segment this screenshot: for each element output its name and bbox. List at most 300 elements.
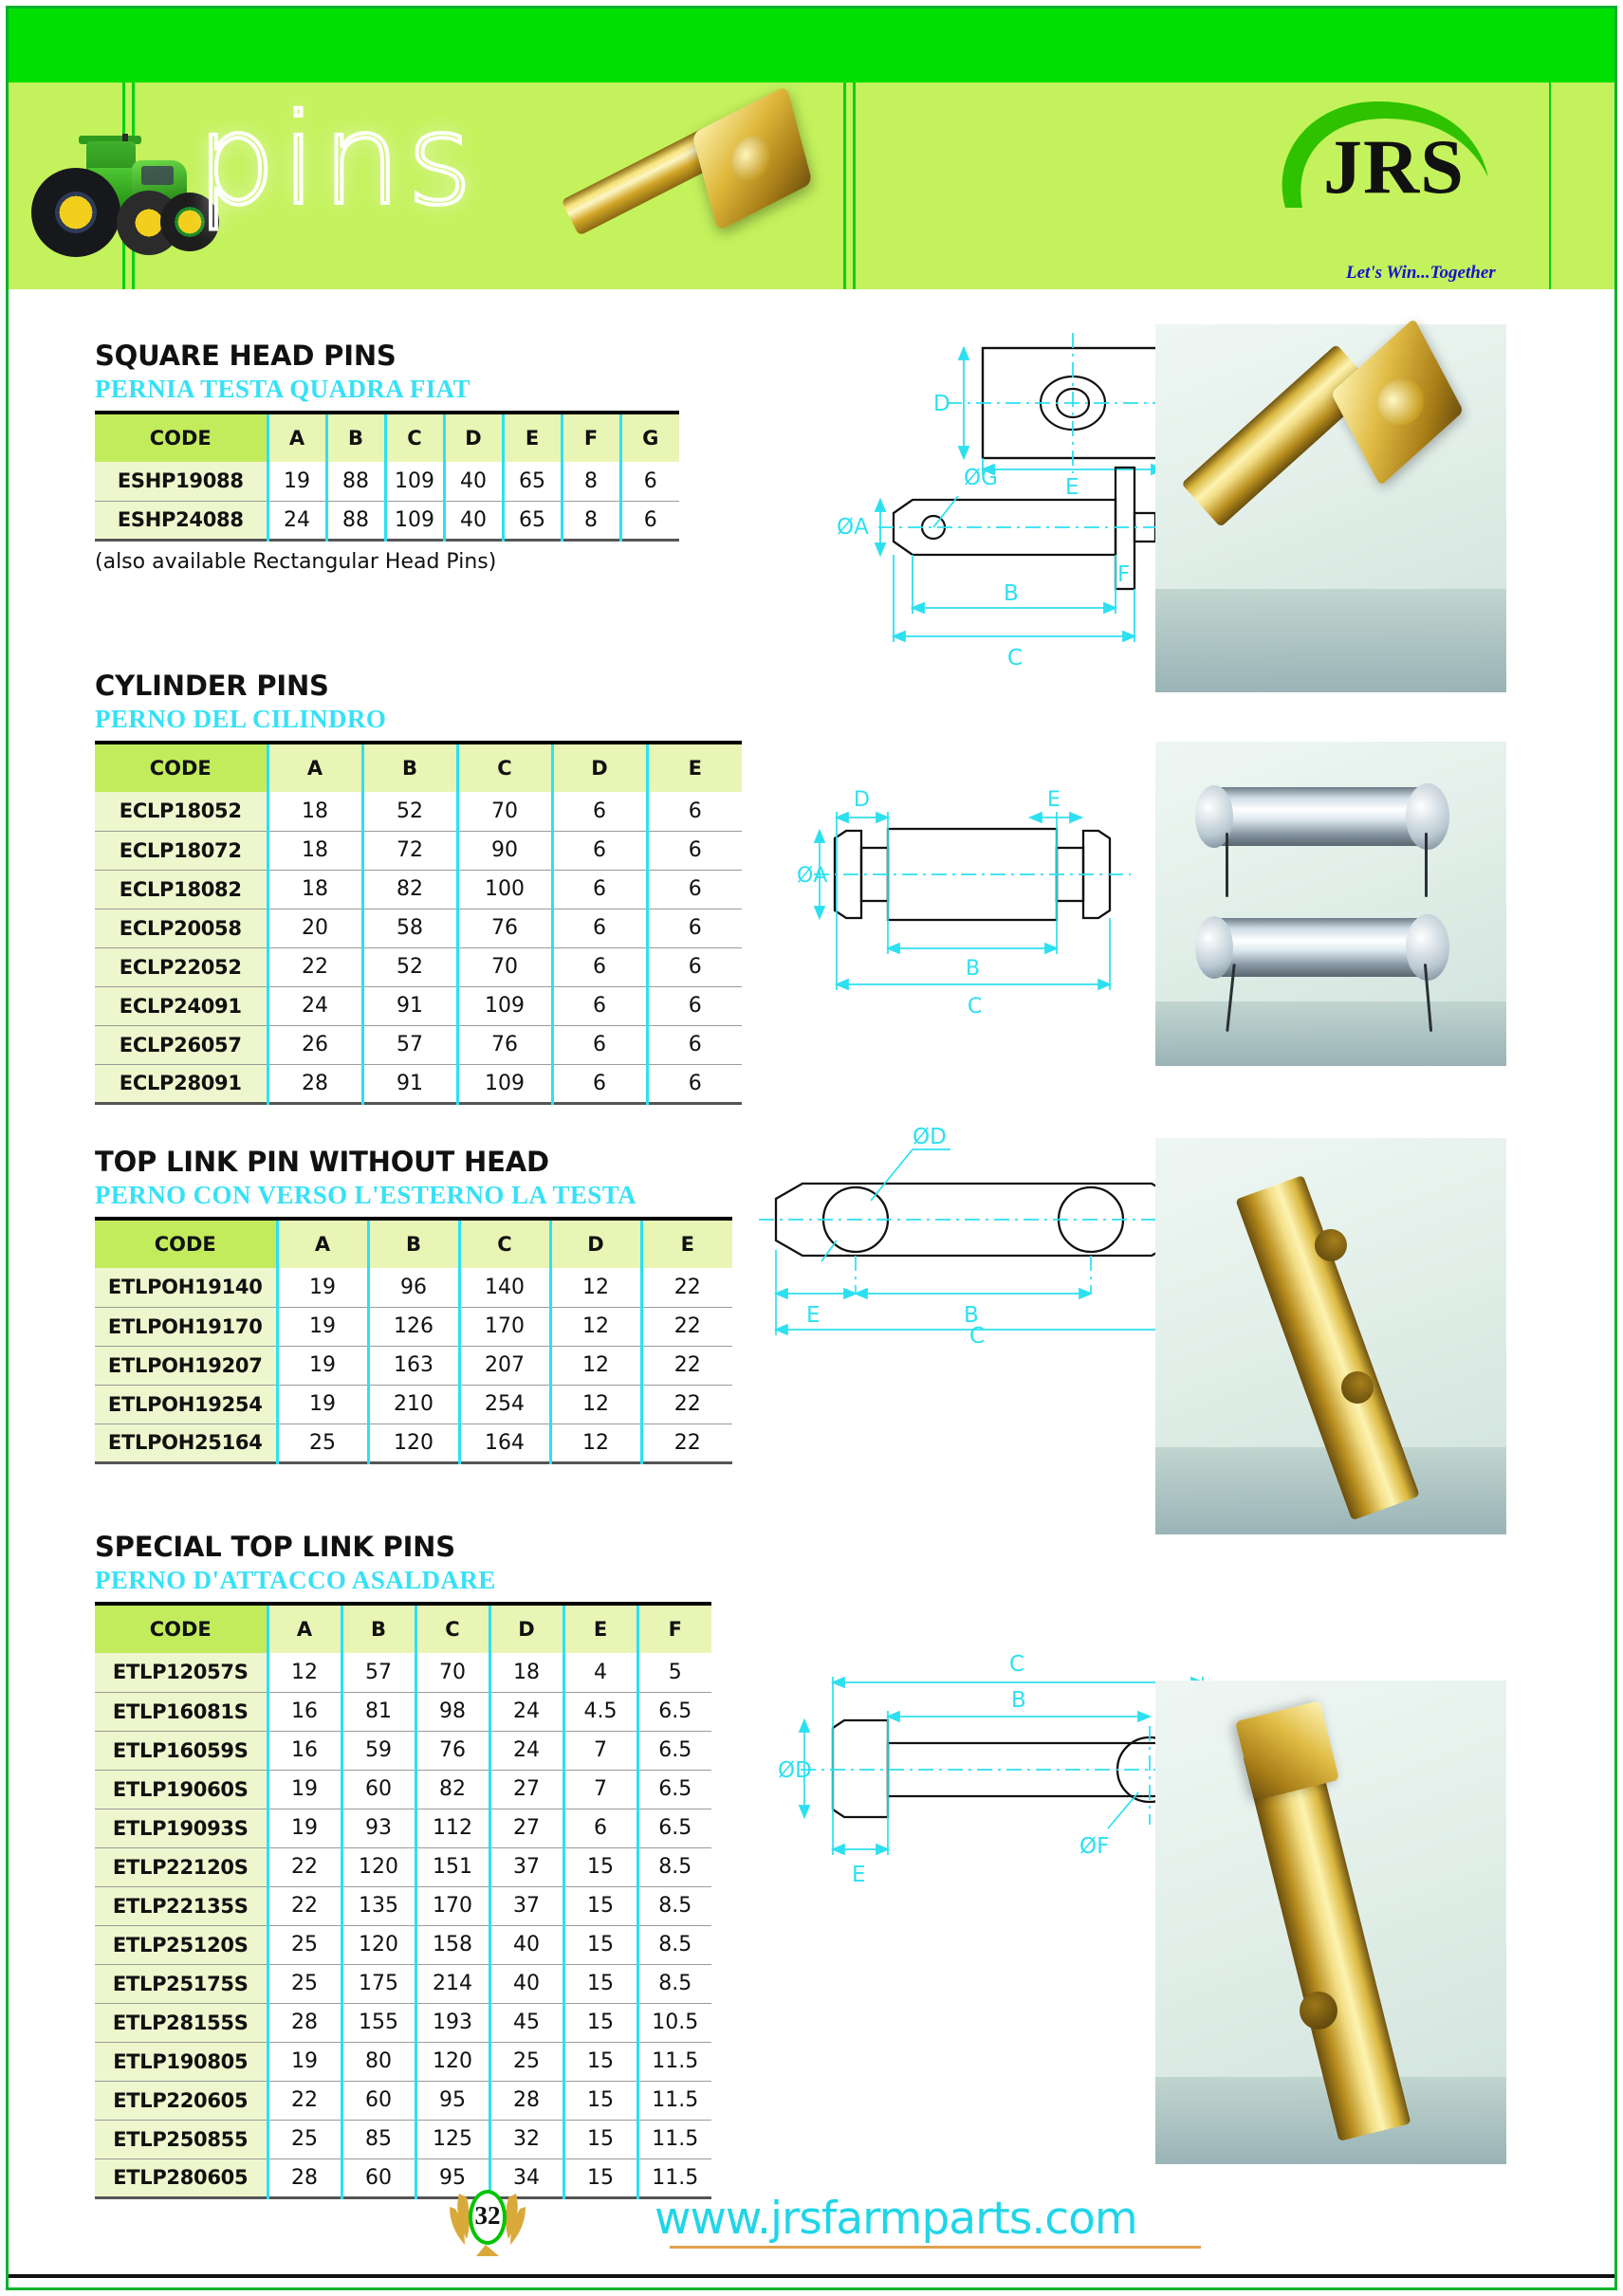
cell-d: 40 bbox=[489, 1964, 563, 2003]
cell-d: 34 bbox=[489, 2158, 563, 2197]
cell-d: 12 bbox=[550, 1346, 641, 1385]
table-row bbox=[95, 1847, 711, 1886]
table-row bbox=[95, 1424, 732, 1462]
col-header-f: F bbox=[637, 1604, 711, 1653]
cell-f: 10.5 bbox=[637, 2003, 711, 2042]
col-header-b: B bbox=[326, 413, 385, 462]
section-note: (also available Rectangular Head Pins) bbox=[95, 549, 497, 574]
section-subtitle: PERNO CON VERSO L'ESTERNO LA TESTA bbox=[95, 1181, 637, 1209]
table-row bbox=[95, 1925, 711, 1964]
section-title: SPECIAL TOP LINK PINS bbox=[95, 1531, 455, 1563]
cell-b: 120 bbox=[341, 1847, 415, 1886]
cell-f: 11.5 bbox=[637, 2081, 711, 2120]
cell-code: ETLP22120S bbox=[95, 1847, 267, 1886]
cell-c: 170 bbox=[415, 1886, 489, 1925]
cell-code: ETLPOH25164 bbox=[95, 1424, 277, 1462]
col-header-d: D bbox=[550, 1219, 641, 1268]
cell-e: 6 bbox=[647, 831, 742, 870]
cell-code: ESHP19088 bbox=[95, 462, 267, 501]
col-header-code: CODE bbox=[95, 413, 267, 462]
svg-text:E: E bbox=[852, 1863, 866, 1887]
cell-a: 26 bbox=[267, 1025, 362, 1064]
table-row bbox=[95, 2042, 711, 2081]
col-header-e: E bbox=[641, 1219, 732, 1268]
col-header-d: D bbox=[489, 1604, 563, 1653]
cell-a: 19 bbox=[267, 1770, 341, 1809]
cell-e: 22 bbox=[641, 1268, 732, 1307]
col-header-c: C bbox=[459, 1219, 550, 1268]
cell-c: 151 bbox=[415, 1847, 489, 1886]
cell-c: 109 bbox=[385, 462, 444, 501]
cell-c: 100 bbox=[457, 870, 552, 909]
table-header-row bbox=[95, 1219, 732, 1268]
cell-b: 93 bbox=[341, 1809, 415, 1847]
technical-drawing-square-head-pin bbox=[835, 327, 1205, 678]
cell-b: 72 bbox=[362, 831, 457, 870]
brand-name: JRS bbox=[1323, 123, 1465, 210]
cell-f: 8.5 bbox=[637, 1847, 711, 1886]
svg-text:B: B bbox=[1004, 581, 1019, 606]
product-photo-special-top-link-pin bbox=[1155, 1681, 1506, 2164]
cell-code: ETLPOH19140 bbox=[95, 1268, 277, 1307]
cell-c: 193 bbox=[415, 2003, 489, 2042]
cell-b: 135 bbox=[341, 1886, 415, 1925]
cell-c: 120 bbox=[415, 2042, 489, 2081]
cell-c: 76 bbox=[457, 909, 552, 947]
cell-e: 6 bbox=[647, 870, 742, 909]
cell-d: 37 bbox=[489, 1847, 563, 1886]
cell-e: 22 bbox=[641, 1346, 732, 1385]
cell-c: 76 bbox=[415, 1731, 489, 1770]
cell-d: 24 bbox=[489, 1692, 563, 1731]
spec-table-top-link-pin-without-head bbox=[95, 1217, 732, 1464]
spec-table-special-top-link-pins bbox=[95, 1602, 711, 2199]
cell-b: 91 bbox=[362, 986, 457, 1025]
cell-e: 22 bbox=[641, 1307, 732, 1346]
cell-f: 11.5 bbox=[637, 2042, 711, 2081]
cell-d: 6 bbox=[552, 792, 647, 831]
cell-f: 6.5 bbox=[637, 1809, 711, 1847]
cell-e: 6 bbox=[563, 1809, 637, 1847]
col-header-f: F bbox=[562, 413, 620, 462]
cell-a: 18 bbox=[267, 831, 362, 870]
cell-b: 91 bbox=[362, 1064, 457, 1103]
col-header-e: E bbox=[647, 743, 742, 792]
cell-c: 164 bbox=[459, 1424, 550, 1462]
table-row bbox=[95, 2081, 711, 2120]
table-header-row bbox=[95, 1604, 711, 1653]
cell-f: 8 bbox=[562, 501, 620, 540]
cell-b: 163 bbox=[368, 1346, 459, 1385]
col-header-a: A bbox=[277, 1219, 368, 1268]
cell-d: 40 bbox=[489, 1925, 563, 1964]
cell-e: 6 bbox=[647, 792, 742, 831]
cell-code: ETLP28155S bbox=[95, 2003, 267, 2042]
cell-a: 19 bbox=[267, 2042, 341, 2081]
cell-code: ETLP220605 bbox=[95, 2081, 267, 2120]
cell-code: ESHP24088 bbox=[95, 501, 267, 540]
page-number: 32 bbox=[474, 2201, 501, 2230]
cell-code: ETLPOH19207 bbox=[95, 1346, 277, 1385]
cell-e: 15 bbox=[563, 1847, 637, 1886]
cell-c: 125 bbox=[415, 2120, 489, 2158]
svg-text:ØF: ØF bbox=[1079, 1834, 1110, 1859]
svg-text:ØG: ØG bbox=[964, 466, 998, 490]
table-row bbox=[95, 1653, 711, 1692]
cell-b: 88 bbox=[326, 501, 385, 540]
cell-d: 6 bbox=[552, 870, 647, 909]
cell-a: 22 bbox=[267, 947, 362, 986]
cell-code: ECLP22052 bbox=[95, 947, 267, 986]
cell-e: 65 bbox=[503, 501, 562, 540]
cell-b: 210 bbox=[368, 1385, 459, 1424]
col-header-a: A bbox=[267, 1604, 341, 1653]
cell-b: 52 bbox=[362, 792, 457, 831]
cell-a: 22 bbox=[267, 1886, 341, 1925]
cell-e: 15 bbox=[563, 2120, 637, 2158]
table-row bbox=[95, 1809, 711, 1847]
svg-text:C: C bbox=[1007, 646, 1024, 670]
cell-b: 96 bbox=[368, 1268, 459, 1307]
page-header-banner bbox=[9, 9, 1614, 289]
col-header-code: CODE bbox=[95, 1604, 267, 1653]
cell-a: 28 bbox=[267, 2003, 341, 2042]
cell-b: 82 bbox=[362, 870, 457, 909]
cell-e: 15 bbox=[563, 1886, 637, 1925]
col-header-d: D bbox=[444, 413, 503, 462]
cell-a: 28 bbox=[267, 2158, 341, 2197]
cell-e: 6 bbox=[647, 1025, 742, 1064]
cell-d: 27 bbox=[489, 1770, 563, 1809]
table-row bbox=[95, 1346, 732, 1385]
cell-b: 126 bbox=[368, 1307, 459, 1346]
cell-f: 8.5 bbox=[637, 1886, 711, 1925]
cell-f: 5 bbox=[637, 1653, 711, 1692]
cell-a: 19 bbox=[267, 1809, 341, 1847]
technical-drawing-top-link-pin bbox=[749, 1108, 1224, 1349]
cell-code: ETLP12057S bbox=[95, 1653, 267, 1692]
cell-e: 22 bbox=[641, 1424, 732, 1462]
jrs-logo bbox=[1268, 96, 1522, 219]
cell-code: ETLPOH19170 bbox=[95, 1307, 277, 1346]
cell-d: 6 bbox=[552, 1064, 647, 1103]
cell-a: 16 bbox=[267, 1692, 341, 1731]
section-subtitle: PERNIA TESTA QUADRA FIAT bbox=[95, 375, 470, 403]
cell-b: 80 bbox=[341, 2042, 415, 2081]
table-header-row bbox=[95, 743, 742, 792]
cell-code: ECLP20058 bbox=[95, 909, 267, 947]
cell-code: ETLP25120S bbox=[95, 1925, 267, 1964]
cell-b: 60 bbox=[341, 1770, 415, 1809]
section-title: TOP LINK PIN WITHOUT HEAD bbox=[95, 1146, 549, 1178]
cell-a: 19 bbox=[277, 1385, 368, 1424]
cell-a: 19 bbox=[277, 1268, 368, 1307]
col-header-code: CODE bbox=[95, 743, 267, 792]
col-header-c: C bbox=[415, 1604, 489, 1653]
svg-text:ØA: ØA bbox=[797, 864, 828, 888]
svg-text:D: D bbox=[854, 788, 870, 812]
tractor-photo bbox=[26, 132, 225, 298]
cell-f: 6.5 bbox=[637, 1692, 711, 1731]
cell-d: 24 bbox=[489, 1731, 563, 1770]
cell-b: 59 bbox=[341, 1731, 415, 1770]
cell-c: 254 bbox=[459, 1385, 550, 1424]
cell-c: 112 bbox=[415, 1809, 489, 1847]
cell-c: 82 bbox=[415, 1770, 489, 1809]
cell-e: 7 bbox=[563, 1770, 637, 1809]
table-row bbox=[95, 1268, 732, 1307]
col-header-code: CODE bbox=[95, 1219, 277, 1268]
cell-b: 88 bbox=[326, 462, 385, 501]
cell-e: 15 bbox=[563, 2081, 637, 2120]
svg-text:C: C bbox=[1009, 1652, 1025, 1677]
cell-b: 120 bbox=[368, 1424, 459, 1462]
cell-c: 76 bbox=[457, 1025, 552, 1064]
col-header-d: D bbox=[552, 743, 647, 792]
cell-a: 25 bbox=[267, 2120, 341, 2158]
section-subtitle: PERNO DEL CILINDRO bbox=[95, 705, 387, 733]
cell-code: ECLP18082 bbox=[95, 870, 267, 909]
banner-divider-3 bbox=[843, 83, 846, 289]
cell-a: 18 bbox=[267, 792, 362, 831]
cell-a: 22 bbox=[267, 2081, 341, 2120]
cell-d: 6 bbox=[552, 947, 647, 986]
table-row bbox=[95, 1692, 711, 1731]
cell-f: 11.5 bbox=[637, 2120, 711, 2158]
hero-pin-photo bbox=[566, 100, 841, 282]
svg-text:B: B bbox=[966, 957, 981, 981]
cell-code: ECLP18052 bbox=[95, 792, 267, 831]
cell-c: 140 bbox=[459, 1268, 550, 1307]
cell-code: ECLP26057 bbox=[95, 1025, 267, 1064]
cell-d: 45 bbox=[489, 2003, 563, 2042]
cell-a: 25 bbox=[267, 1964, 341, 2003]
cell-b: 52 bbox=[362, 947, 457, 986]
cell-d: 12 bbox=[550, 1268, 641, 1307]
url-underline bbox=[670, 2246, 1201, 2249]
cell-c: 95 bbox=[415, 2081, 489, 2120]
cell-code: ETLP22135S bbox=[95, 1886, 267, 1925]
cell-a: 16 bbox=[267, 1731, 341, 1770]
cell-d: 25 bbox=[489, 2042, 563, 2081]
brand-tagline: Let's Win...Together bbox=[1346, 263, 1496, 283]
cell-a: 28 bbox=[267, 1064, 362, 1103]
section-title: CYLINDER PINS bbox=[95, 670, 329, 702]
section-square-head-pins bbox=[95, 340, 679, 574]
table-row bbox=[95, 2120, 711, 2158]
cell-a: 12 bbox=[267, 1653, 341, 1692]
table-row bbox=[95, 909, 742, 947]
cell-c: 95 bbox=[415, 2158, 489, 2197]
table-row bbox=[95, 2158, 711, 2197]
svg-text:B: B bbox=[964, 1303, 979, 1328]
cell-e: 4 bbox=[563, 1653, 637, 1692]
table-row bbox=[95, 870, 742, 909]
cell-c: 70 bbox=[457, 947, 552, 986]
table-row bbox=[95, 1731, 711, 1770]
product-photo-top-link-pin bbox=[1155, 1138, 1506, 1534]
cell-code: ETLPOH19254 bbox=[95, 1385, 277, 1424]
cell-f: 8 bbox=[562, 462, 620, 501]
cell-d: 27 bbox=[489, 1809, 563, 1847]
cell-g: 6 bbox=[620, 501, 679, 540]
col-header-c: C bbox=[457, 743, 552, 792]
section-cylinder-pins bbox=[95, 670, 742, 1105]
cell-g: 6 bbox=[620, 462, 679, 501]
cell-a: 24 bbox=[267, 501, 326, 540]
section-title: SQUARE HEAD PINS bbox=[95, 340, 397, 372]
cell-a: 19 bbox=[277, 1307, 368, 1346]
cell-c: 109 bbox=[385, 501, 444, 540]
cell-f: 11.5 bbox=[637, 2158, 711, 2197]
cell-code: ECLP24091 bbox=[95, 986, 267, 1025]
page-number-badge bbox=[444, 2186, 531, 2260]
col-header-a: A bbox=[267, 743, 362, 792]
cell-c: 207 bbox=[459, 1346, 550, 1385]
cell-code: ETLP19060S bbox=[95, 1770, 267, 1809]
col-header-e: E bbox=[503, 413, 562, 462]
cell-code: ETLP16081S bbox=[95, 1692, 267, 1731]
cell-e: 7 bbox=[563, 1731, 637, 1770]
cell-f: 8.5 bbox=[637, 1964, 711, 2003]
col-header-a: A bbox=[267, 413, 326, 462]
cell-c: 109 bbox=[457, 986, 552, 1025]
website-url[interactable]: www.jrsfarmparts.com bbox=[655, 2193, 1137, 2245]
cell-d: 40 bbox=[444, 462, 503, 501]
cell-e: 6 bbox=[647, 947, 742, 986]
cell-c: 109 bbox=[457, 1064, 552, 1103]
table-row bbox=[95, 1025, 742, 1064]
col-header-c: C bbox=[385, 413, 444, 462]
cell-e: 15 bbox=[563, 1964, 637, 2003]
col-header-e: E bbox=[563, 1604, 637, 1653]
svg-text:ØD: ØD bbox=[778, 1758, 812, 1783]
cell-e: 4.5 bbox=[563, 1692, 637, 1731]
cell-d: 28 bbox=[489, 2081, 563, 2120]
product-photo-cylinder-pins bbox=[1155, 742, 1506, 1066]
col-header-b: B bbox=[368, 1219, 459, 1268]
table-row bbox=[95, 1886, 711, 1925]
cell-c: 70 bbox=[415, 1653, 489, 1692]
svg-text:C: C bbox=[969, 1324, 986, 1349]
section-special-top-link-pins bbox=[95, 1531, 711, 2199]
cell-a: 19 bbox=[267, 462, 326, 501]
cell-a: 19 bbox=[277, 1346, 368, 1385]
table-row bbox=[95, 947, 742, 986]
cell-b: 60 bbox=[341, 2158, 415, 2197]
cell-d: 6 bbox=[552, 831, 647, 870]
cell-a: 22 bbox=[267, 1847, 341, 1886]
col-header-b: B bbox=[362, 743, 457, 792]
table-row bbox=[95, 792, 742, 831]
cell-a: 24 bbox=[267, 986, 362, 1025]
col-header-b: B bbox=[341, 1604, 415, 1653]
cell-e: 15 bbox=[563, 2003, 637, 2042]
table-row bbox=[95, 1307, 732, 1346]
banner-divider-4 bbox=[853, 83, 856, 289]
cell-c: 90 bbox=[457, 831, 552, 870]
cell-c: 158 bbox=[415, 1925, 489, 1964]
svg-text:E: E bbox=[806, 1303, 821, 1328]
section-top-link-pin-without-head bbox=[95, 1146, 732, 1464]
cell-e: 15 bbox=[563, 1925, 637, 1964]
cell-e: 15 bbox=[563, 2158, 637, 2197]
table-row bbox=[95, 501, 679, 540]
svg-text:C: C bbox=[968, 995, 983, 1019]
cell-a: 20 bbox=[267, 909, 362, 947]
cell-c: 214 bbox=[415, 1964, 489, 2003]
table-row bbox=[95, 462, 679, 501]
cell-d: 6 bbox=[552, 909, 647, 947]
cell-d: 12 bbox=[550, 1307, 641, 1346]
cell-f: 6.5 bbox=[637, 1731, 711, 1770]
cell-b: 57 bbox=[341, 1653, 415, 1692]
cell-b: 60 bbox=[341, 2081, 415, 2120]
spec-table-square-head-pins bbox=[95, 411, 679, 542]
cell-b: 175 bbox=[341, 1964, 415, 2003]
svg-text:E: E bbox=[1047, 788, 1060, 812]
cell-f: 6.5 bbox=[637, 1770, 711, 1809]
cell-b: 85 bbox=[341, 2120, 415, 2158]
footer-divider bbox=[9, 2274, 1614, 2278]
cell-e: 6 bbox=[647, 1064, 742, 1103]
cell-b: 58 bbox=[362, 909, 457, 947]
svg-text:ØA: ØA bbox=[837, 515, 869, 540]
col-header-g: G bbox=[620, 413, 679, 462]
cell-a: 25 bbox=[277, 1424, 368, 1462]
table-row bbox=[95, 1064, 742, 1103]
cell-e: 6 bbox=[647, 909, 742, 947]
table-row bbox=[95, 1385, 732, 1424]
svg-text:E: E bbox=[1065, 475, 1079, 500]
table-row bbox=[95, 1964, 711, 2003]
cell-f: 8.5 bbox=[637, 1925, 711, 1964]
svg-text:D: D bbox=[933, 392, 950, 416]
cell-c: 98 bbox=[415, 1692, 489, 1731]
cell-d: 18 bbox=[489, 1653, 563, 1692]
table-header-row bbox=[95, 413, 679, 462]
page-title: pins bbox=[196, 87, 478, 233]
table-row bbox=[95, 986, 742, 1025]
cell-e: 15 bbox=[563, 2042, 637, 2081]
banner-divider-5 bbox=[1549, 83, 1551, 289]
table-row bbox=[95, 2003, 711, 2042]
svg-text:B: B bbox=[1011, 1688, 1026, 1713]
cell-code: ETLP16059S bbox=[95, 1731, 267, 1770]
cell-d: 6 bbox=[552, 986, 647, 1025]
cell-d: 12 bbox=[550, 1385, 641, 1424]
cell-d: 40 bbox=[444, 501, 503, 540]
section-subtitle: PERNO D'ATTACCO ASALDARE bbox=[95, 1566, 496, 1594]
spec-table-cylinder-pins bbox=[95, 741, 742, 1105]
cell-code: ECLP28091 bbox=[95, 1064, 267, 1103]
cell-d: 32 bbox=[489, 2120, 563, 2158]
cell-code: ETLP250855 bbox=[95, 2120, 267, 2158]
cell-code: ETLP19093S bbox=[95, 1809, 267, 1847]
cell-e: 65 bbox=[503, 462, 562, 501]
product-photo-square-head-pin bbox=[1155, 324, 1506, 692]
cell-code: ETLP190805 bbox=[95, 2042, 267, 2081]
technical-drawing-cylinder-pin bbox=[797, 785, 1176, 1022]
cell-c: 170 bbox=[459, 1307, 550, 1346]
cell-a: 18 bbox=[267, 870, 362, 909]
cell-b: 81 bbox=[341, 1692, 415, 1731]
cell-d: 37 bbox=[489, 1886, 563, 1925]
cell-e: 22 bbox=[641, 1385, 732, 1424]
table-row bbox=[95, 1770, 711, 1809]
cell-d: 12 bbox=[550, 1424, 641, 1462]
cell-a: 25 bbox=[267, 1925, 341, 1964]
